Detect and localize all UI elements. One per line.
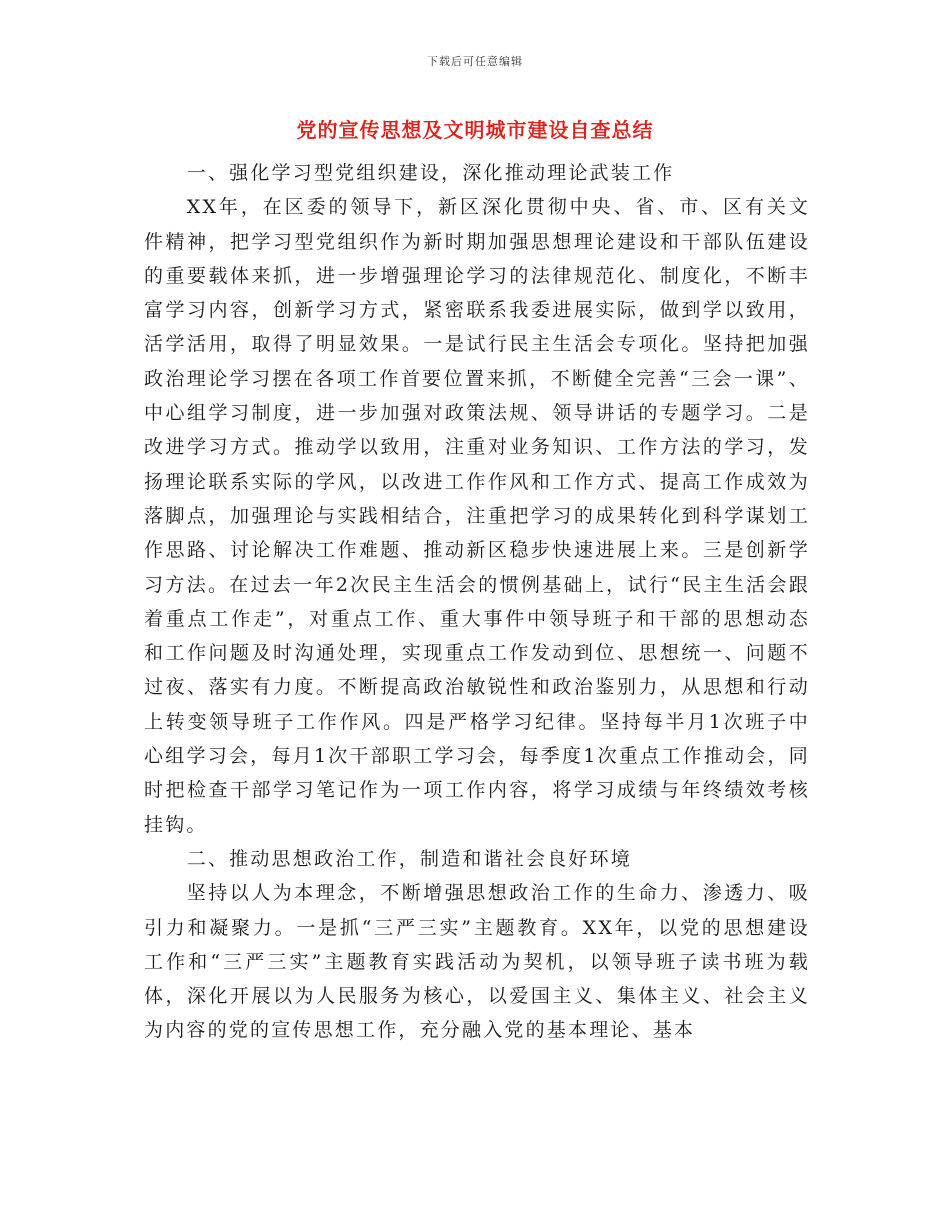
document-title: 党的宣传思想及文明城市建设自查总结 xyxy=(296,118,654,142)
document-body xyxy=(144,156,810,1048)
paragraph-1: XX年，在区委的领导下，新区深化贯彻中央、省、市、区有关文件精神，把学习型党组织作为新时期加强思想理论建设和干部队伍建设的重要载体来抓，进一步增强理论学习的法律规范化、制度化，不断丰富学习内容，创新学习方式，紧密联系我委进展实际，做到学以致用，活学活用，取得了明显效果。一是试行民主生活会专项化。坚持把加强政治理论学习摆在各项工作首要位置来抓，不断健全完善“三会一课”、中心组学习制度，进一步加强对政策法规、领导讲话的专题学习。二是改进学习方式。推动学以致用，注重对业务知识、工作方法的学习，发扬理论联系实际的学风，以改进工作作风和工作方式、提高工作成效为落脚点，加强理论与实践相结合，注重把学习的成果转化到科学谋划工作思路、讨论解决工作难题、推动新区稳步快速进展上来。三是创新学习方法。在过去一年2次民主生活会的惯例基础上，试行“民主生活会跟着重点工作走”，对重点工作、重大事件中领导班子和干部的思想动态和工作问题及时沟通处理，实现重点工作发动到位、思想统一、问题不过夜、落实有力度。不断提高政治敏锐性和政治鉴别力，从思想和行动上转变领导班子工作作风。四是严格学习纪律。坚持每半月1次班子中心组学习会，每月1次干部职工学习会，每季度1次重点工作推动会，同时把检查干部学习笔记作为一项工作内容，将学习成绩与年终绩效考核挂钩。 xyxy=(144,196,810,836)
paragraph-2: 坚持以人为本理念，不断增强思想政治工作的生命力、渗透力、吸引力和凝聚力。一是抓“三严三实”主题教育。XX年，以党的思想建设工作和“三严三实”主题教育实践活动为契机，以领导班子读书班为载体，深化开展以为人民服务为核心，以爱国主义、集体主义、社会主义为内容的党的宣传思想工作，充分融入党的基本理论、基本 xyxy=(144,882,810,1042)
header-note: 下载后可任意编辑 xyxy=(427,55,523,68)
section-heading-2: 二、推动思想政治工作，制造和谐社会良好环境 xyxy=(186,847,632,870)
section-heading-1: 一、强化学习型党组织建设，深化推动理论武装工作 xyxy=(186,162,675,184)
